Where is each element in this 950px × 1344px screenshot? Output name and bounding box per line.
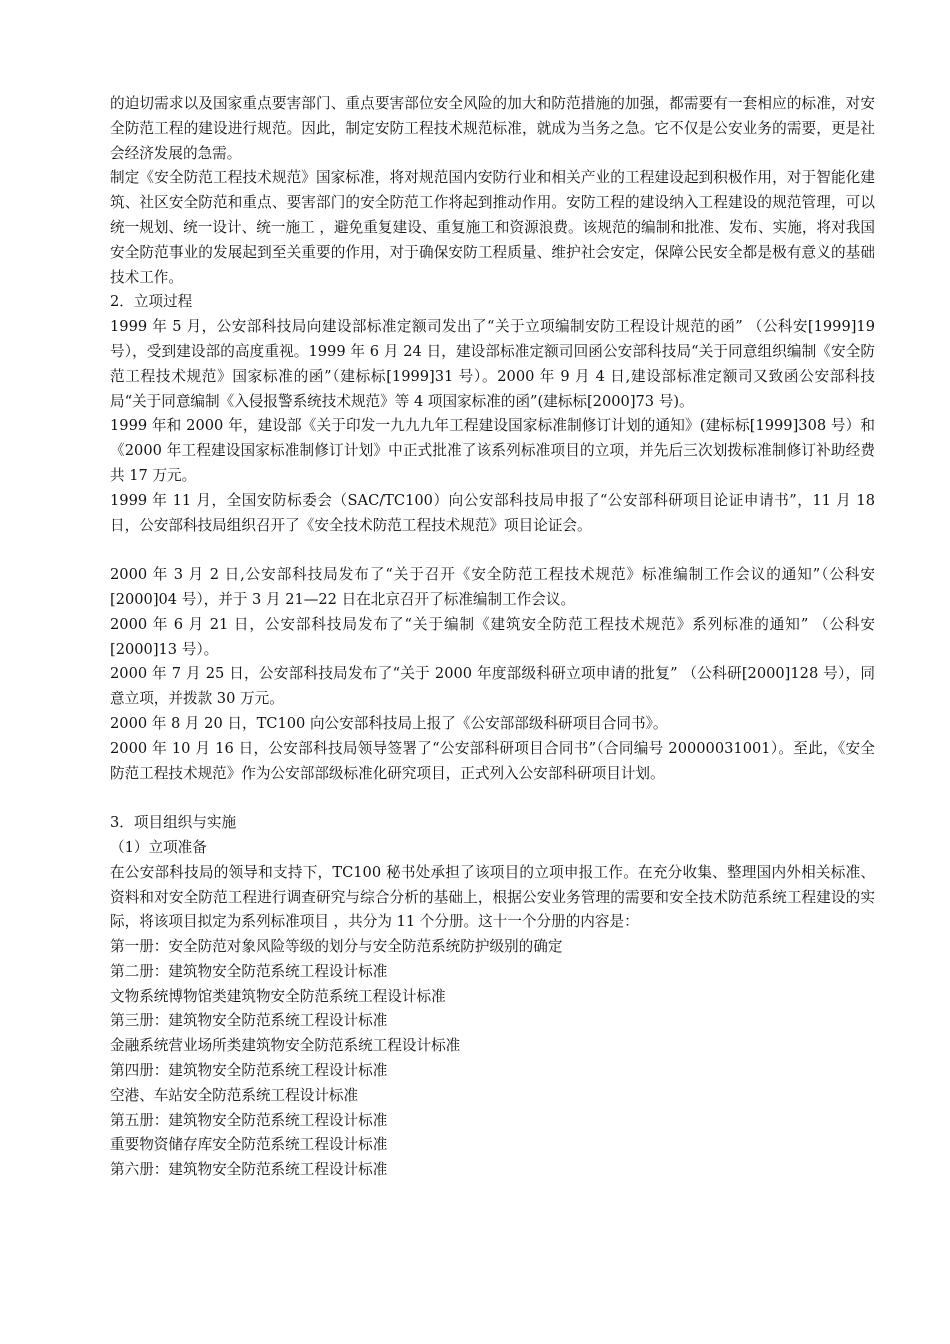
paragraph-2000-october: 2000 年 10 月 16 日，公安部科技局领导签署了“公安部科研项目合同书”（合同编号 20000031001）。至此，《安全防范工程技术规范》作为公安部部级标准化研究项目，正式列入公安部科研项目计划。: [110, 739, 875, 782]
paragraph-1999-may: 1999 年 5 月，公安部科技局向建设部标准定额司发出了“关于立项编制安防工程设计规范的函” （公科安[1999]19 号），受到建设部的高度重视。1999 年 6 月 24 日，建设部标准定额司回函公安部科技局“关于同意组织编制《安全防范工程技术规范》国家标准的函”（建标标[1999]31 号）。2000 年 9 月 4 日,建设部标准定额司又致函公安部科技局“关于同意编制《入侵报警系统技术规范》等 4 项国家标准的函”(建标标[2000]73 号)。: [110, 318, 875, 410]
list-item-volume-5-subtitle: 重要物资储存库安全防范系统工程设计标准: [110, 1136, 388, 1154]
list-item-volume-6: 第六册：建筑物安全防范系统工程设计标准: [110, 1161, 388, 1179]
list-item-volume-4-subtitle: 空港、车站安全防范系统工程设计标准: [110, 1086, 359, 1104]
list-item-volume-3-subtitle: 金融系统营业场所类建筑物安全防范系统工程设计标准: [110, 1037, 461, 1055]
paragraph-intro-continued: 的迫切需求以及国家重点要害部门、重点要害部位安全风险的加大和防范措施的加强，都需要有一套相应的标准，对安全防范工程的建设进行规范。因此，制定安防工程技术规范标准，就成为当务之急。它不仅是公安业务的需要，更是社会经济发展的急需。: [110, 95, 875, 162]
list-item-volume-3: 第三册：建筑物安全防范系统工程设计标准: [110, 1012, 388, 1030]
blank-line: [110, 786, 875, 811]
list-item-volume-5: 第五册：建筑物安全防范系统工程设计标准: [110, 1111, 388, 1129]
paragraph-2000-july: 2000 年 7 月 25 日，公安部科技局发布了“关于 2000 年度部级科研立项申请的批复” （公科研[2000]128 号），同意立项，并拨款 30 万元。: [110, 665, 875, 708]
list-item-volume-2-subtitle: 文物系统博物馆类建筑物安全防范系统工程设计标准: [110, 987, 446, 1005]
list-item-volume-4: 第四册：建筑物安全防范系统工程设计标准: [110, 1062, 388, 1080]
blank-line: [110, 538, 875, 563]
section-heading-project-approval: 2．立项过程: [110, 293, 193, 311]
paragraph-1999-november: 1999 年 11 月，全国安防标委会（SAC/TC100）向公安部科技局申报了“公安部科研项目论证申请书”，11 月 18 日，公安部科技局组织召开了《安全技术防范工程技术规范》项目论证会。: [110, 491, 875, 534]
section-heading-organization: 3．项目组织与实施: [110, 814, 237, 832]
list-item-volume-2: 第二册：建筑物安全防范系统工程设计标准: [110, 962, 388, 980]
paragraph-standard-significance: 制定《安全防范工程技术规范》国家标准，将对规范国内安防行业和相关产业的工程建设起到积极作用，对于智能化建筑、社区安全防范和重点、要害部门的安全防范工作将起到推动作用。安防工程的建设纳入工程建设的规范管理，可以统一规划、统一设计、统一施工 ，避免重复建设、重复施工和资源浪费。该规范的编制和批准、发布、实施，将对我国安全防范事业的发展起到至关重要的作用，对于确保安防工程质量、维护社会安定，保障公民安全都是极有意义的基础技术工作。: [110, 169, 875, 286]
paragraph-1999-2000-plan: 1999 年和 2000 年，建设部《关于印发一九九九年工程建设国家标准制修订计划的通知》(建标标[1999]308 号）和《2000 年工程建设国家标准制修订计划》中正式批准了该系列标准项目的立项，并先后三次划拨标准制修订补助经费共 17 万元。: [110, 417, 875, 484]
paragraph-2000-august: 2000 年 8 月 20 日，TC100 向公安部科技局上报了《公安部部级科研项目合同书》。: [110, 714, 668, 732]
list-item-volume-1: 第一册：安全防范对象风险等级的划分与安全防范系统防护级别的确定: [110, 938, 563, 956]
document-page: [110, 92, 875, 1183]
subsection-heading-preparation: （1）立项准备: [110, 838, 207, 856]
paragraph-2000-march: 2000 年 3 月 2 日,公安部科技局发布了“关于召开《安全防范工程技术规范》标准编制工作会议的通知”（公科安[2000]04 号），并于 3 月 21—22 日在北京召开了标准编制工作会议。: [110, 566, 875, 608]
paragraph-2000-june: 2000 年 6 月 21 日，公安部科技局发布了“关于编制《建筑安全防范工程技术规范》系列标准的通知” （公科安[2000]13 号）。: [110, 615, 875, 658]
paragraph-preparation: 在公安部科技局的领导和支持下，TC100 秘书处承担了该项目的立项申报工作。在充分收集、整理国内外相关标准、资料和对安全防范工程进行调查研究与综合分析的基础上，根据公安业务管理的需要和安全技术防范系统工程建设的实际，将该项目拟定为系列标准项目 ，共分为 11 个分册。这十一个分册的内容是：: [110, 863, 875, 931]
